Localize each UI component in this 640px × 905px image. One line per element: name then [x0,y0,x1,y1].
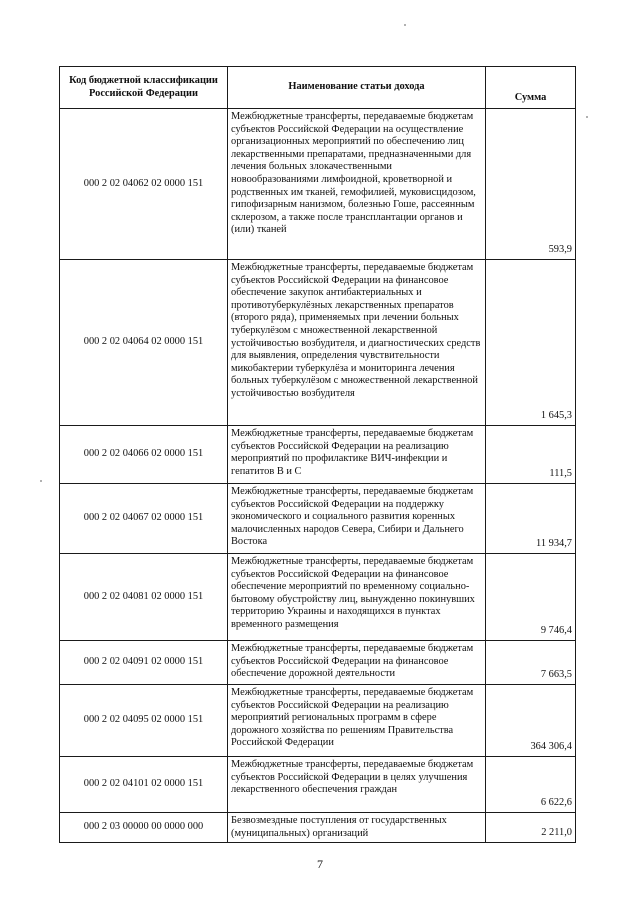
row-code: 000 2 02 04091 02 0000 151 [60,641,228,685]
row-code: 000 2 02 04064 02 0000 151 [60,260,228,426]
row-sum: 364 306,4 [486,685,576,757]
row-code: 000 2 02 04062 02 0000 151 [60,109,228,260]
row-sum: 593,9 [486,109,576,260]
table-header-row [60,67,576,109]
page-number: 7 [317,857,323,871]
row-sum: 1 645,3 [486,260,576,426]
table-row [60,426,576,484]
row-code: 000 2 02 04081 02 0000 151 [60,554,228,641]
row-sum: 111,5 [486,426,576,484]
row-code: 000 2 02 04095 02 0000 151 [60,685,228,757]
header-name: Наименование статьи дохода [228,67,486,109]
row-sum: 9 746,4 [486,554,576,641]
table-row [60,554,576,641]
row-sum: 2 211,0 [486,813,576,843]
table-row [60,641,576,685]
row-name: Межбюджетные трансферты, передаваемые бюджетам субъектов Российской Федерации на финансовое обеспечение мероприятий по временному социально-бытовому обустройству лиц, вынужденно покинувших территорию Украины и находящихся в пунктах временного размещения [228,554,486,641]
row-sum: 11 934,7 [486,484,576,554]
scan-speck [40,480,42,482]
scan-speck [404,24,406,26]
row-code: 000 2 02 04101 02 0000 151 [60,757,228,813]
table-row [60,484,576,554]
table-row [60,109,576,260]
row-name: Межбюджетные трансферты, передаваемые бюджетам субъектов Российской Федерации на реализацию мероприятий региональных программ в сфере дорожного хозяйства по решениям Правительства Российской Федерации [228,685,486,757]
header-sum: Сумма [486,67,576,109]
row-name: Межбюджетные трансферты, передаваемые бюджетам субъектов Российской Федерации на финансовое обеспечение дорожной деятельности [228,641,486,685]
row-name: Межбюджетные трансферты, передаваемые бюджетам субъектов Российской Федерации на поддержку экономического и социального развития коренных малочисленных народов Севера, Сибири и Дальнего Востока [228,484,486,554]
table-row [60,685,576,757]
row-name: Безвозмездные поступления от государственных (муниципальных) организаций [228,813,486,843]
table-row [60,813,576,843]
table-row [60,260,576,426]
scan-speck [586,116,588,118]
row-name: Межбюджетные трансферты, передаваемые бюджетам субъектов Российской Федерации на осуществление организационных мероприятий по обеспечению лиц лекарственными препаратами, предназначенными для лечения больных злокачественными новообразованиями лимфоидной, кроветворной и родственных им тканей, гемофилией, муковисцидозом, гипофизарным нанизмом, болезнью Гоше, рассеянным склерозом, а также после трансплантации органов и (или) тканей [228,109,486,260]
row-code: 000 2 02 04067 02 0000 151 [60,484,228,554]
row-code: 000 2 02 04066 02 0000 151 [60,426,228,484]
row-sum: 6 622,6 [486,757,576,813]
row-code: 000 2 03 00000 00 0000 000 [60,813,228,843]
revenue-table [59,66,576,843]
table-row [60,757,576,813]
row-name: Межбюджетные трансферты, передаваемые бюджетам субъектов Российской Федерации на реализацию мероприятий по профилактике ВИЧ-инфекции и гепатитов B и C [228,426,486,484]
header-code: Код бюджетной классификации Российской Федерации [60,67,228,109]
row-name: Межбюджетные трансферты, передаваемые бюджетам субъектов Российской Федерации в целях улучшения лекарственного обеспечения граждан [228,757,486,813]
row-sum: 7 663,5 [486,641,576,685]
row-name: Межбюджетные трансферты, передаваемые бюджетам субъектов Российской Федерации на финансовое обеспечение закупок антибактериальных и противотуберкулёзных лекарственных препаратов (второго ряда), применяемых при лечении больных туберкулёзом с множественной лекарственной устойчивостью возбудителя, и диагностических средств для выявления, определения чувствительности микобактерии туберкулёза и мониторинга лечения больных туберкулёзом с множественной лекарственной устойчивостью возбудителя [228,260,486,426]
